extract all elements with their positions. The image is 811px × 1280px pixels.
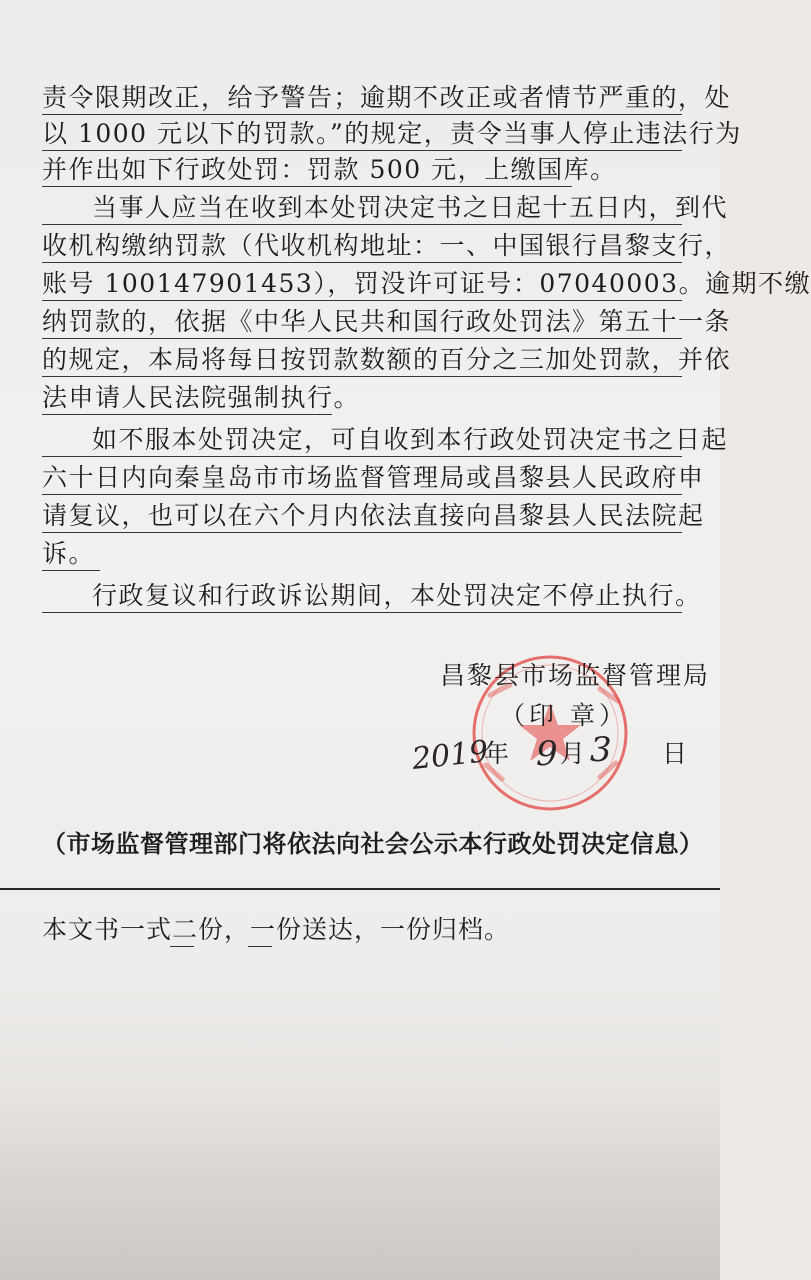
body-line: 的规定，本局将每日按罚款数额的百分之三加处罚款，并依: [42, 345, 732, 374]
body-line: 行政复议和行政诉讼期间，本处罚决定不停止执行。: [92, 581, 702, 610]
shadow-overlay: [0, 1080, 720, 1280]
body-line: 责令限期改正，给予警告；逾期不改正或者情节严重的，处: [42, 83, 732, 112]
underline: [42, 414, 332, 415]
issuing-agency: 昌黎县市场监督管理局: [440, 661, 711, 690]
underline: [42, 186, 572, 187]
underline: [170, 946, 194, 947]
seal-label: （印 章）: [500, 701, 628, 730]
underline: [42, 612, 682, 613]
body-line: 如不服本处罚决定，可自收到本行政处罚决定书之日起: [92, 425, 729, 454]
underline: [42, 300, 682, 301]
underline: [42, 532, 682, 533]
body-line: 并作出如下行政处罚：罚款 500 元，上缴国库。: [42, 155, 617, 184]
date-day-label: 日: [662, 739, 689, 768]
date-month-handwritten: 9: [536, 734, 558, 774]
underline: [42, 570, 100, 571]
underline: [42, 262, 682, 263]
underline: [42, 456, 682, 457]
date-year-label: 年: [484, 739, 511, 768]
body-line: 账号 100147901453），罚没许可证号：07040003。逾期不缴: [42, 269, 811, 298]
date-day-handwritten: 3: [590, 730, 612, 770]
underline: [42, 494, 682, 495]
body-line: 以 1000 元以下的罚款。”的规定，责令当事人停止违法行为: [42, 119, 742, 148]
underline: [42, 376, 682, 377]
body-line: 纳罚款的，依据《中华人民共和国行政处罚法》第五十一条: [42, 307, 732, 336]
underline: [248, 946, 272, 947]
body-line: 诉。: [42, 539, 96, 568]
underline: [42, 150, 682, 151]
body-line: 法申请人民法院强制执行。: [42, 383, 361, 412]
body-line: 收机构缴纳罚款（代收机构地址：一、中国银行昌黎支行，: [42, 231, 732, 260]
body-line: 当事人应当在收到本处罚决定书之日起十五日内，到代: [92, 193, 729, 222]
public-notice: （市场监督管理部门将依法向社会公示本行政处罚决定信息）: [42, 830, 704, 858]
underline: [42, 114, 682, 115]
underline: [42, 224, 682, 225]
date-year-handwritten: 2019: [410, 734, 490, 777]
section-divider: [0, 888, 720, 890]
body-line: 请复议，也可以在六个月内依法直接向昌黎县人民法院起: [42, 501, 705, 530]
body-line: 六十日内向秦皇岛市市场监督管理局或昌黎县人民政府申: [42, 463, 705, 492]
date-month-label: 月: [560, 739, 587, 768]
underline: [42, 338, 682, 339]
footer-copies-note: 本文书一式二份，一份送达，一份归档。: [42, 915, 511, 944]
